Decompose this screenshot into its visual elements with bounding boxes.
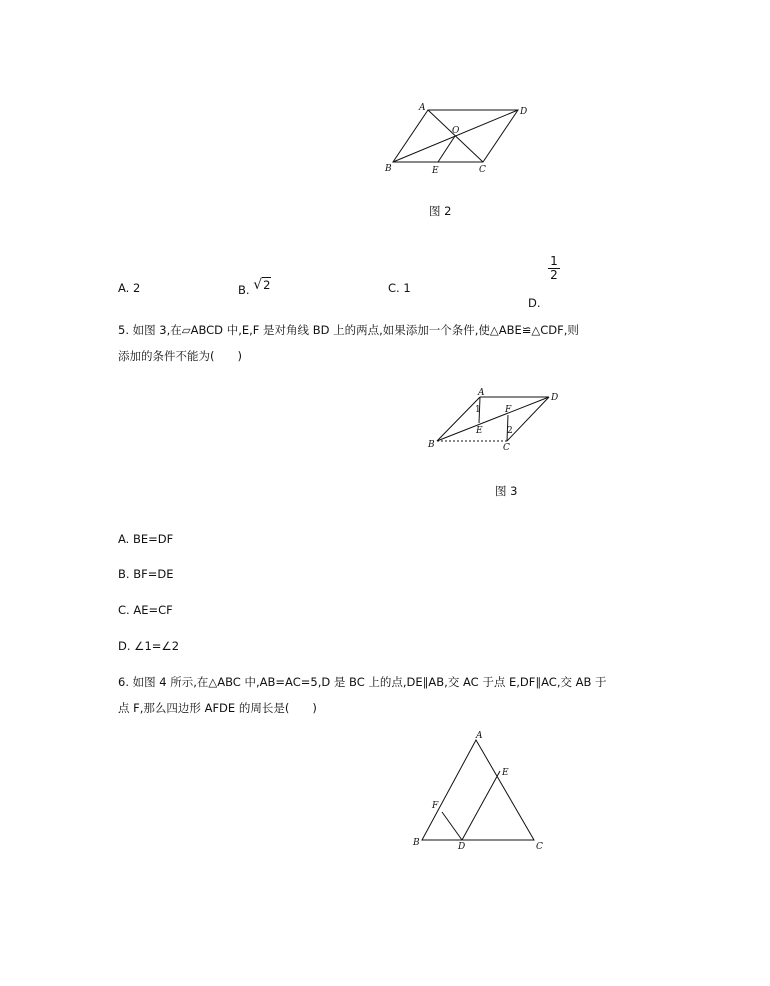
label-d: D (520, 107, 528, 117)
q4-option-a: A. 2 (118, 281, 141, 295)
figure-3-diagram (422, 384, 572, 454)
label-a: A (419, 103, 426, 113)
label-f: F (505, 405, 512, 415)
label-b: B (413, 838, 420, 848)
label-e: E (502, 768, 509, 778)
segment-df (442, 812, 462, 840)
triangle-abc (422, 740, 534, 840)
label-e: E (432, 166, 439, 176)
label-b: B (385, 164, 392, 174)
label-d: D (458, 842, 466, 852)
q4-option-b (238, 277, 271, 297)
q5-stem-line-2: 添加的条件不能为( ) (118, 349, 242, 363)
fraction-numerator: 1 (550, 254, 558, 268)
q6-stem-line-1: 6. 如图 4 所示,在△ABC 中,AB=AC=5,D 是 BC 上的点,DE∥AB,交 AC 于点 E,DF∥AC,交 AB 于 (118, 675, 607, 689)
q6-stem-line-2: 点 F,那么四边形 AFDE 的周长是( ) (118, 701, 317, 715)
label-b: B (428, 440, 435, 450)
fraction-denominator: 2 (550, 267, 558, 282)
q4-option-d (528, 254, 560, 310)
figure-3-caption: 图 3 (495, 484, 518, 498)
label-o: O (452, 126, 460, 136)
q4-option-b-label: B. (238, 283, 250, 297)
q5-option-a: A. BE=DF (118, 532, 174, 546)
label-d: D (551, 393, 559, 403)
q4-option-d-label: D. (528, 295, 541, 310)
label-c: C (536, 842, 543, 852)
label-a: A (478, 388, 485, 398)
diagonal-bd (393, 110, 518, 162)
figure-4-diagram (408, 728, 558, 854)
label-c: C (479, 165, 486, 175)
fraction (548, 255, 560, 281)
side-ab (437, 397, 480, 441)
label-e: E (476, 426, 483, 436)
label-2: 2 (507, 426, 513, 436)
q5-option-c: C. AE=CF (118, 603, 173, 617)
q5-option-d: D. ∠1=∠2 (118, 639, 180, 653)
side-cd (507, 397, 549, 441)
figure-2-caption: 图 2 (429, 204, 452, 218)
label-1: 1 (475, 405, 481, 415)
diagonal-bd (437, 397, 549, 441)
q4-option-c: C. 1 (388, 281, 411, 295)
sqrt-symbol: √2 (253, 277, 271, 293)
label-a: A (476, 731, 483, 741)
figure-2-diagram (380, 100, 530, 180)
segment-de (462, 771, 500, 840)
q5-stem-line-1: 5. 如图 3,在▱ABCD 中,E,F 是对角线 BD 上的两点,如果添加一个条件,使△ABE≌△CDF,则 (118, 323, 579, 337)
label-c: C (503, 443, 510, 453)
q5-option-b: B. BF=DE (118, 567, 174, 581)
label-f: F (432, 801, 439, 811)
sqrt-radicand: 2 (263, 278, 271, 292)
